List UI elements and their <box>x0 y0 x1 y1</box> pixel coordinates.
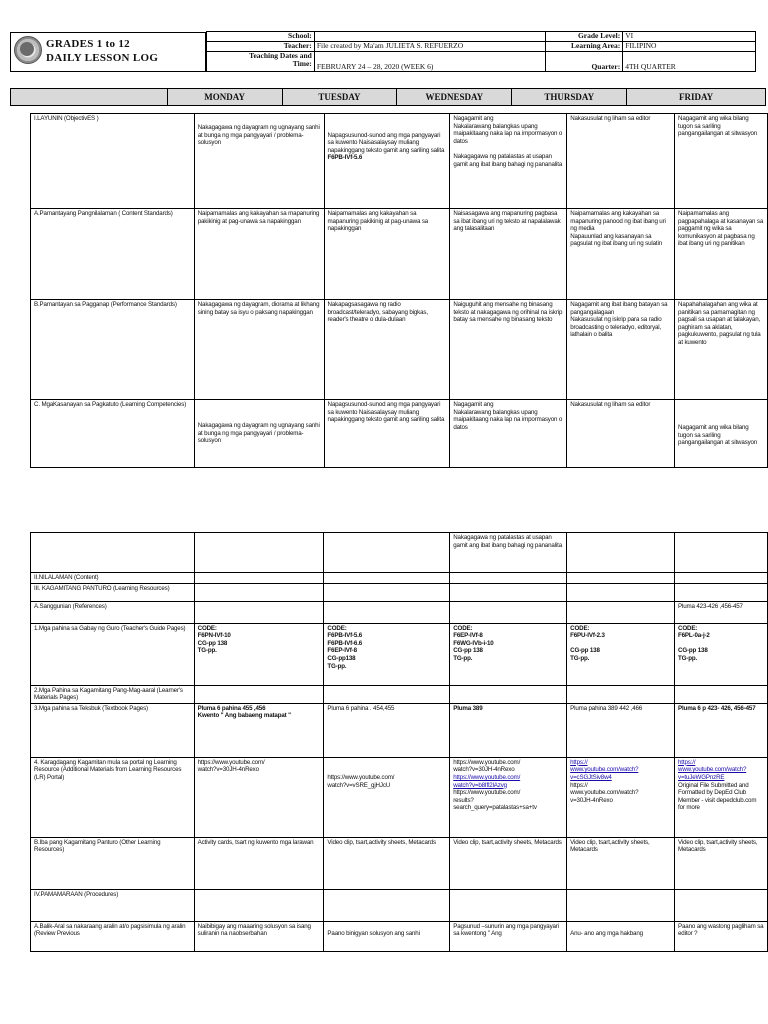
cell-other-wednesday: Video clip, tsart,activity sheets, Metacards <box>450 837 567 889</box>
row-label-learners-materials: 2.Mga Pahina sa Kagamitang Pang-Mag-aaral (Learner's Materials Pages) <box>31 685 195 703</box>
learning-area-value: FILIPINO <box>623 42 756 52</box>
portal-thursday-link1[interactable]: https:// www.youtube.com/watch? v=cSGJtSiv8w4 <box>570 758 639 781</box>
layunin-tuesday-code: F6PB-IVf-5.6 <box>327 154 363 162</box>
cell-textbook-monday: Pluma 6 pahina 455 ,456 Kwento " Ang babaeng matapat " <box>194 703 324 757</box>
cell-layunin-tuesday <box>324 114 450 209</box>
cell-portal-wednesday <box>450 757 567 837</box>
row-label-sanggunian: A.Sanggunian (References) <box>31 601 195 623</box>
cell-content-monday: Naipamamalas ang kakayahan sa mapanuring pakikinig at pag-unawa sa napakinggan <box>194 209 324 300</box>
cell-continued-monday <box>194 533 324 573</box>
cell-competencies-friday: Nagagamit ang wika bilang tugon sa sariling pangangailangan at sitwasyon <box>675 400 768 468</box>
cell-nilalaman-wednesday <box>450 573 567 584</box>
objectives-table <box>30 113 768 468</box>
teaching-dates-label-line1: Teaching Dates and <box>249 51 312 60</box>
row-label-review: A.Balik-Aral sa nakaraang aralin at/o pagsisimula ng aralin (Review Previous <box>31 921 195 951</box>
school-label: School: <box>207 32 315 42</box>
cell-tg-tuesday: CODE: F6PB-IVf-5.6 F6PB-IVf-6.6 F6EP-IVf-8 CG-pp138 TG-pp. <box>324 623 450 685</box>
row-label-textbook: 3.Mga pahina sa Teksbuk (Textbook Pages) <box>31 703 195 757</box>
cell-content-wednesday: Naisasagawa ang mapanuring pagbasa sa ibat ibang uri ng teksto at napalalawak ang talasalitaan <box>450 209 567 300</box>
quarter-label: Quarter: <box>546 52 623 72</box>
portal-friday-note: Original File Submitted and Formatted by DepEd Club Member - visit depedclub.com for more <box>678 781 757 812</box>
row-label-procedures: IV.PAMAMARAAN (Procedures) <box>31 889 195 921</box>
cell-continued-wednesday: Nakagagawa ng patalastas at usapan gamit ang ibat ibang bahagi ng pananalita <box>450 533 567 573</box>
cell-sanggunian-thursday <box>567 601 675 623</box>
grade-level-label: Grade Level: <box>546 32 623 42</box>
grade-level-value: VI <box>623 32 756 42</box>
day-friday: FRIDAY <box>627 89 766 106</box>
cell-sanggunian-friday: Pluma 423-426 ,456-457 <box>675 601 768 623</box>
cell-layunin-wednesday: Nagagamit ang Nakalarawang balangkas upang maipakitaang naka lap na impormasyon o datos Nakagagawa ng patalastas at usapan gamit ang ibat ibang bahagi ng pananalita <box>450 114 567 209</box>
cell-portal-friday <box>675 757 768 837</box>
day-tuesday: TUESDAY <box>282 89 397 106</box>
cell-tg-friday: CODE: F6PL-0a-j-2 CG-pp 138 TG-pp. <box>675 623 768 685</box>
cell-competencies-wednesday: Nagagamit ang Nakalarawang balangkas upang maipakitaang naka lap na impormasyon o datos <box>450 400 567 468</box>
cell-procedures-friday <box>675 889 768 921</box>
cell-lm-tuesday <box>324 685 450 703</box>
cell-lm-wednesday <box>450 685 567 703</box>
cell-nilalaman-friday <box>675 573 768 584</box>
resources-table <box>30 532 768 952</box>
cell-continued-friday <box>675 533 768 573</box>
cell-nilalaman-tuesday <box>324 573 450 584</box>
cell-sanggunian-wednesday <box>450 601 567 623</box>
cell-procedures-wednesday <box>450 889 567 921</box>
cell-nilalaman-monday <box>194 573 324 584</box>
cell-procedures-monday <box>194 889 324 921</box>
cell-procedures-tuesday <box>324 889 450 921</box>
portal-thursday-link2[interactable]: https:// www.youtube.com/watch? v=30JH-4nRexo <box>570 781 639 804</box>
cell-competencies-thursday: Nakasusulat ng liham sa editor <box>567 400 675 468</box>
header-info-table <box>206 31 756 72</box>
quarter-value: 4TH QUARTER <box>623 52 756 72</box>
row-label-teachers-guide: 1.Mga pahina sa Gabay ng Guro (Teacher's Guide Pages) <box>31 623 195 685</box>
day-thursday: THURSDAY <box>512 89 627 106</box>
cell-performance-tuesday: Nakapagsasagawa ng radio broadcast/teleradyo, sabayang bigkas, reader's theatre o dula-dulaan <box>324 300 450 400</box>
header-title-line1: GRADES 1 to 12 <box>46 38 130 50</box>
row-label-competencies: C. MgaKasanayan sa Pagkatuto (Learning Competencies) <box>31 400 195 468</box>
teaching-dates-label <box>207 52 315 72</box>
row-label-lr-portal: 4. Karagdagang Kagamitan mula sa portal ng Learning Resource (Additional Materials from Learning Resources (LR) Portal) <box>31 757 195 837</box>
teaching-dates-label-line2: Time: <box>292 59 312 68</box>
row-label-kagamitan: III. KAGAMITANG PANTURO (Learning Resources) <box>31 583 195 601</box>
teacher-value: File created by Ma'am JULIETA S. REFUERZO <box>314 42 546 52</box>
cell-portal-thursday <box>567 757 675 837</box>
cell-performance-monday: Nakagagawa ng dayagram, diorama at likhang sining batay sa isyu o paksang napakinggan <box>194 300 324 400</box>
day-header-row <box>10 88 766 106</box>
cell-sanggunian-tuesday <box>324 601 450 623</box>
row-label-other-resources: B.Iba pang Kagamitang Panturo (Other Learning Resources) <box>31 837 195 889</box>
cell-layunin-friday: Nagagamit ang wika bilang tugon sa sariling pangangailangan at sitwasyon <box>675 114 768 209</box>
cell-procedures-thursday <box>567 889 675 921</box>
cell-performance-wednesday: Naiguguhit ang mensahe ng binasang teksto at nakagagawa ng orihinal na iskrip batay sa mensahe ng binasang teksto <box>450 300 567 400</box>
cell-kagamitan-wednesday <box>450 583 567 601</box>
cell-layunin-thursday: Nakasusulat ng liham sa editor <box>567 114 675 209</box>
cell-textbook-tuesday: Pluma 6 pahina . 454,455 <box>324 703 450 757</box>
row-label-continued <box>31 533 195 573</box>
teaching-dates-value: FEBRUARY 24 – 28, 2020 (WEEK 6) <box>314 52 546 72</box>
portal-wednesday-link1[interactable]: https://www.youtube.com/ watch?v=30JH-4nRexo <box>453 758 521 774</box>
cell-content-tuesday: Naipamamalas ang kakayahan sa mapanuring pakikinig at pag-unawa sa napakinggan <box>324 209 450 300</box>
cell-nilalaman-thursday <box>567 573 675 584</box>
cell-other-tuesday: Video clip, tsart,activity sheets, Metacards <box>324 837 450 889</box>
cell-review-tuesday: Paano binigyan solusyon ang sanhi <box>324 921 450 951</box>
portal-wednesday-link2[interactable]: https://www.youtube.com/ watch?v=b8Ifl2lAzvg <box>453 773 521 789</box>
row-label-nilalaman: II.NILALAMAN (Content) <box>31 573 195 584</box>
cell-review-friday: Paano ang wastong pagliham sa editor ? <box>675 921 768 951</box>
cell-lm-monday <box>194 685 324 703</box>
cell-tg-thursday: CODE: F6PU-IVf-2.3 CG-pp 138 TG-pp. <box>567 623 675 685</box>
cell-review-monday: Naibibigay ang maaaring solusyon sa isang suliranin na naobserbahan <box>194 921 324 951</box>
cell-kagamitan-friday <box>675 583 768 601</box>
cell-competencies-monday: Nakagagawa ng dayagram ng ugnayang sanhi at bunga ng mga pangyayari / problema-solusyon <box>194 400 324 468</box>
cell-competencies-tuesday: Napagsusunod-sunod ang mga pangyayari sa kuwento Naisasalaysay muliang napakinggang teksto gamit ang sariling salita <box>324 400 450 468</box>
learning-area-label: Learning Area: <box>546 42 623 52</box>
teacher-label: Teacher: <box>207 42 315 52</box>
cell-review-wednesday: Pagsunud –sunurin ang mga pangyayari sa kwentong " Ang <box>450 921 567 951</box>
portal-friday-link[interactable]: https:// www.youtube.com/watch? v=tuJeWGPnzRE <box>678 758 747 781</box>
cell-kagamitan-thursday <box>567 583 675 601</box>
day-monday: MONDAY <box>167 89 282 106</box>
cell-textbook-wednesday: Pluma 389 <box>450 703 567 757</box>
cell-other-friday: Video clip, tsart,activity sheets, Metacards <box>675 837 768 889</box>
cell-tg-wednesday: CODE: F6EP-IVf-8 F6WG-IVb-i-10 CG-pp 138 TG-pp. <box>450 623 567 685</box>
cell-textbook-friday: Pluma 6 p 423- 426, 456-457 <box>675 703 768 757</box>
school-value <box>314 32 546 42</box>
layunin-tuesday-text: Napagsusunod-sunod ang mga pangyayari sa kuwento Naisasalaysay muliang napakinggang teksto gamit ang sariling salita <box>327 131 445 154</box>
cell-lm-thursday <box>567 685 675 703</box>
day-wednesday: WEDNESDAY <box>397 89 512 106</box>
cell-content-friday: Naipamamalas ang pagpapahalaga at kasanayan sa paggamit ng wika sa komunikasyon at pagbasa ng ibat ibang uri ng panitikan <box>675 209 768 300</box>
cell-continued-tuesday <box>324 533 450 573</box>
cell-continued-thursday <box>567 533 675 573</box>
cell-other-monday: Activity cards, tsart ng kuwento mga larawan <box>194 837 324 889</box>
cell-tg-monday: CODE: F6PN-IVf-10 CG-pp 138 TG-pp. <box>194 623 324 685</box>
cell-other-thursday: Video clip, tsart,activity sheets, Metacards <box>567 837 675 889</box>
cell-kagamitan-monday <box>194 583 324 601</box>
row-label-content-standards: A.Pamantayang Pangnilalaman ( Content Standards) <box>31 209 195 300</box>
header-title-line2: DAILY LESSON LOG <box>46 52 159 64</box>
cell-textbook-thursday: Pluma pahina 389 442 ,466 <box>567 703 675 757</box>
cell-kagamitan-tuesday <box>324 583 450 601</box>
cell-performance-thursday: Nagagamit ang ibat ibang batayan sa pangangalagaan Nakasusulat ng iskrip para sa radio broadcasting o teleradyo, editoryal, lathalain o balita <box>567 300 675 400</box>
cell-portal-tuesday[interactable]: https://www.youtube.com/ watch?v=vSRE_gjHJcU <box>324 757 450 837</box>
row-label-layunin: I.LAYUNIN (ObjectivES ) <box>31 114 195 209</box>
portal-wednesday-search-link[interactable]: https://www.youtube.com/ results? search_query=patalastas+sa+tv <box>453 789 537 812</box>
cell-layunin-monday: Nakagagawa ng dayagram ng ugnayang sanhi at bunga ng mga pangyayari / problema-solusyon <box>194 114 324 209</box>
cell-lm-friday <box>675 685 768 703</box>
row-label-performance-standards: B.Pamantayan sa Pagganap (Performance Standards) <box>31 300 195 400</box>
cell-performance-friday: Napahahalagahan ang wika at panitikan sa pamamagitan ng pagsali sa usapan at talakayan, paghiram sa aklatan, pagkukuwento, pagsulat ng tula at kuwento <box>675 300 768 400</box>
cell-review-thursday: Anu- ano ang mga hakbang <box>567 921 675 951</box>
day-header-blank <box>11 89 168 106</box>
deped-seal-center-icon <box>20 42 34 56</box>
cell-content-thursday: Naipamamalas ang kakayahan sa mapanuring panood ng ibat ibang uri ng media Napauunlad ang kasanayan sa pagsulat ng ibat ibang uri ng sulatin <box>567 209 675 300</box>
cell-sanggunian-monday <box>194 601 324 623</box>
cell-portal-monday[interactable]: https://www.youtube.com/ watch?v=30JH-4nRexo <box>194 757 324 837</box>
